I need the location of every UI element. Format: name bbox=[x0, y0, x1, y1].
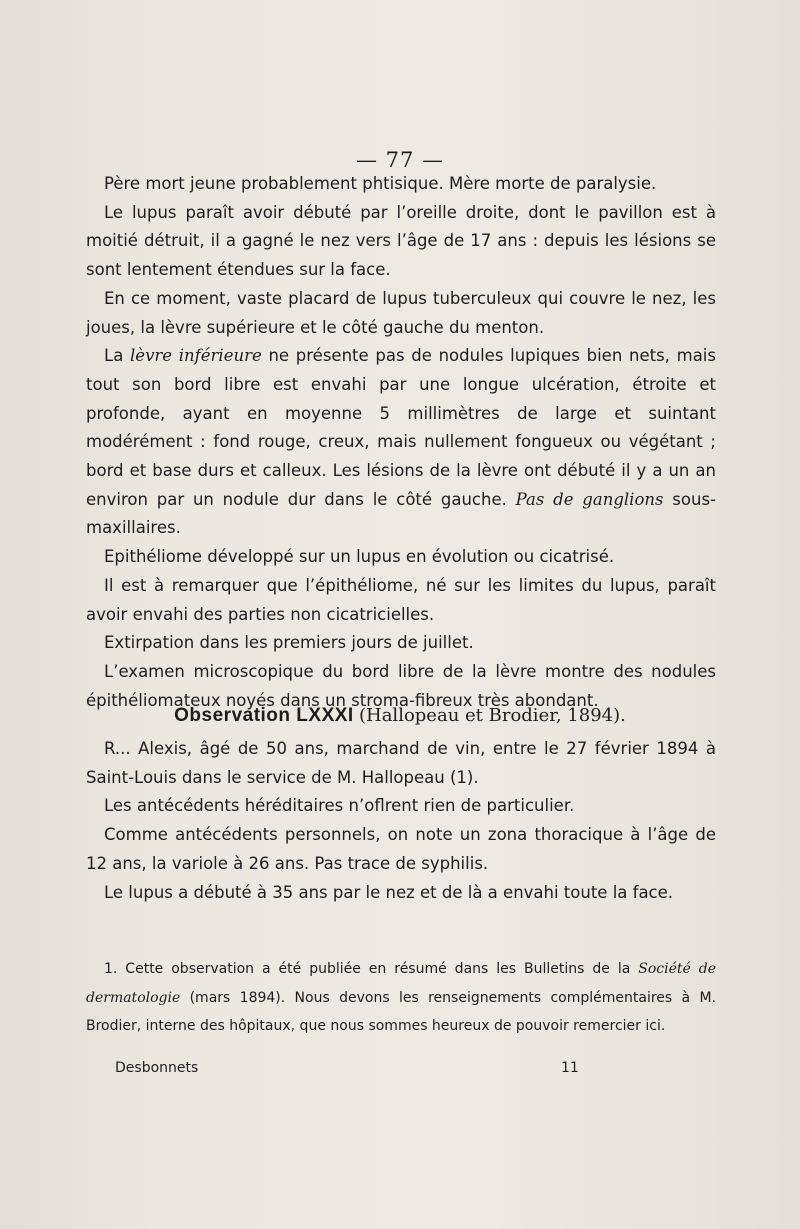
signature-sheet-number: 11 bbox=[561, 1060, 579, 1076]
observation-attribution: (Hallopeau et Brodier, 1894). bbox=[358, 705, 626, 726]
paragraph: Extirpation dans les premiers jours de juillet. bbox=[104, 633, 474, 653]
paragraph: En ce moment, vaste placard de lupus tuberculeux qui couvre le nez, les joues, la lèvre supérieure et le côté gauche du menton. bbox=[86, 288, 716, 337]
paragraph: Comme antécédents personnels, on note un zona thoracique à l’âge de 12 ans, la variole à 26 ans. Pas trace de syphilis. bbox=[86, 825, 716, 873]
paragraph: R... Alexis, âgé de 50 ans, marchand de vin, entre le 27 février 1894 à Saint-Louis dans le service de M. Hallopeau (1). bbox=[86, 739, 716, 787]
italic-run: Pas de ganglions bbox=[515, 489, 664, 509]
footnote-text bbox=[86, 955, 716, 1041]
main-text bbox=[86, 170, 716, 715]
text-run: ne présente pas de nodules lupiques bien nets, mais tout son bord libre est envahi par une longue ulcération, étroite et profonde, ayant en moyenne 5 millimètres de large et suintant modérément : fond rouge, creux, mais nullement fongueux ou végétant ; bord et base durs et calleux. Les lésions de la lèvre ont débuté il y a un an environ par un nodule dur dans le côté gauche. bbox=[86, 346, 716, 509]
text-run: La bbox=[104, 346, 131, 366]
paragraph: Epithéliome développé sur un lupus en évolution ou cicatrisé. bbox=[104, 547, 615, 567]
italic-run: Société de dermatologie bbox=[86, 961, 717, 1006]
page-number: — 77 — bbox=[355, 148, 445, 172]
paragraph: Le lupus a débuté à 35 ans par le nez et de là a envahi toute la face. bbox=[104, 882, 674, 902]
italic-run: lèvre inférieure bbox=[130, 346, 262, 366]
paragraph: Les antécédents héréditaires n’oflrent rien de particulier. bbox=[104, 796, 575, 816]
paragraph: Père mort jeune probablement phtisique. Mère morte de paralysie. bbox=[104, 174, 657, 193]
paragraph-levre bbox=[86, 342, 716, 543]
text-run: 1. Cette observation a été publiée en résumé dans les Bulletins de la bbox=[104, 961, 639, 977]
observation-title: Observation LXXXI bbox=[174, 705, 354, 726]
text-run: sous-maxillaires. bbox=[86, 489, 717, 538]
footnote bbox=[86, 955, 716, 1041]
paragraph: Le lupus paraît avoir débuté par l’oreille droite, dont le pavillon est à moitié détruit, il a gagné le nez vers l’âge de 17 ans : depuis les lésions se sont lentement étendues sur la face. bbox=[86, 202, 716, 280]
observation-heading bbox=[0, 705, 800, 727]
paragraph: Il est à remarquer que l’épithéliome, né sur les limites du lupus, paraît avoir envahi des parties non cicatricielles. bbox=[86, 575, 716, 624]
text-run: (mars 1894). Nous devons les renseignements complémentaires à M. Brodier, interne des hôpitaux, que nous sommes heureux de pouvoir remercier ici. bbox=[86, 989, 716, 1034]
paragraph: L’examen microscopique du bord libre de la lèvre montre des nodules épithéliomateux noyés dans un stroma-fibreux très abondant. bbox=[86, 661, 716, 710]
observation-text bbox=[86, 735, 716, 907]
signature-author: Desbonnets bbox=[115, 1060, 199, 1076]
